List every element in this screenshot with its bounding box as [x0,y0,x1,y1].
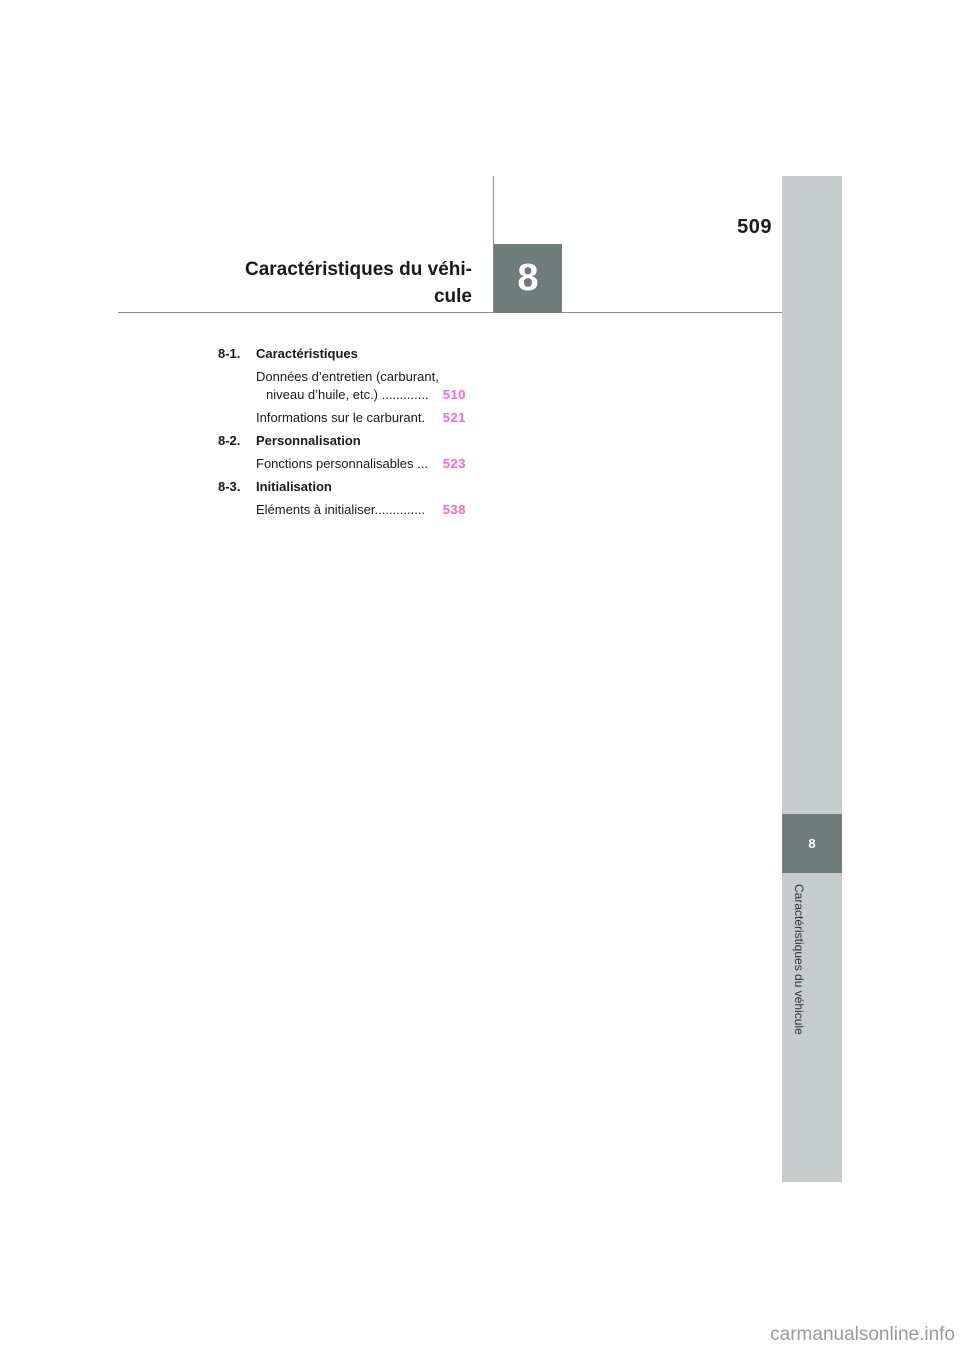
toc-entry-text: Fonctions personnalisables ... [256,456,428,471]
toc-section-title: Personnalisation [256,433,361,448]
toc-section-title: Caractéristiques [256,346,358,361]
toc-section-heading[interactable] [218,478,468,501]
toc-entry[interactable] [218,455,468,473]
table-of-contents [218,345,468,524]
toc-section-heading[interactable] [218,345,468,368]
toc-entry-text: Informations sur le carburant. [256,410,426,425]
toc-entry-text: Données d’entretien (carburant, [256,369,439,384]
side-tab-number: 8 [782,814,842,873]
chapter-title-line2: cule [433,286,472,307]
toc-page-link[interactable]: 538 [442,502,466,517]
toc-entry[interactable] [218,409,468,427]
chapter-number-badge: 8 [494,244,562,313]
chapter-title-line1: Caractéristiques du véhi- [244,259,472,280]
toc-page-link[interactable]: 510 [442,387,466,402]
toc-section-heading[interactable] [218,432,468,455]
toc-section-number: 8-1. [218,346,241,361]
toc-entry-text: Eléments à initialiser.............. [256,502,426,517]
toc-section-number: 8-2. [218,433,241,448]
header-rule [118,312,782,313]
toc-entry-text-cont: niveau d’huile, etc.) ............. [266,387,429,402]
toc-entry[interactable] [218,501,468,519]
toc-section-number: 8-3. [218,479,241,494]
toc-page-link[interactable]: 523 [442,456,466,471]
toc-section-title: Initialisation [256,479,332,494]
watermark: carmanualsonline.info [770,1324,955,1345]
toc-page-link[interactable]: 521 [442,410,466,425]
chapter-title [200,256,472,310]
page-number: 509 [737,216,772,238]
side-tab-label: Caractéristiques du véhicule [792,884,806,1035]
toc-entry[interactable] [218,368,468,404]
